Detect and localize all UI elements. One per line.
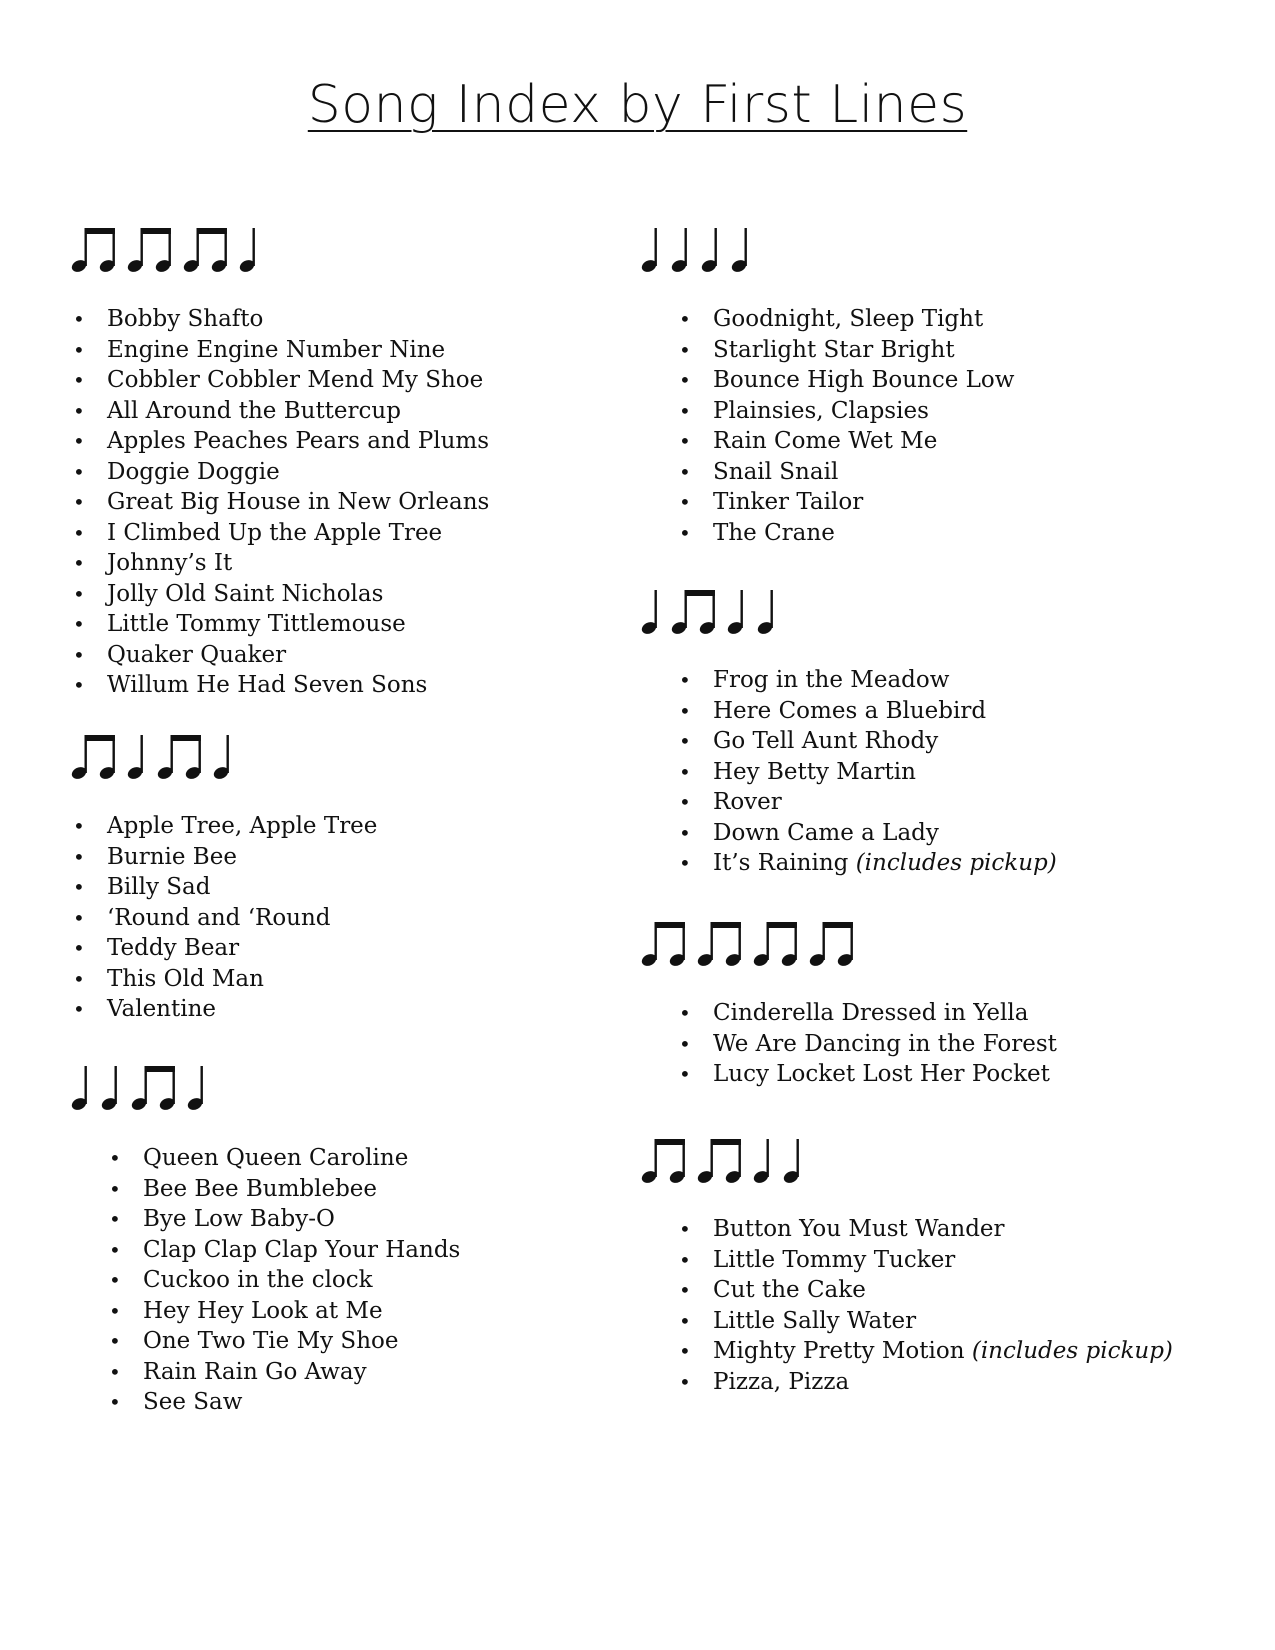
bullet-icon: • — [109, 1298, 121, 1323]
song-item — [73, 335, 489, 366]
song-item — [679, 787, 1057, 818]
song-item — [73, 426, 490, 457]
rhythm-pattern — [640, 920, 1057, 980]
song-title: Bye Low Baby-O — [143, 1206, 335, 1232]
bullet-icon: • — [73, 844, 85, 869]
song-item — [679, 1306, 1173, 1337]
bullet-icon: • — [73, 459, 85, 484]
song-title: Bounce High Bounce Low — [713, 367, 1015, 393]
song-title: Cuckoo in the clock — [143, 1267, 373, 1293]
song-title: Great Big House in New Orleans — [107, 489, 490, 515]
song-item — [73, 964, 377, 995]
bullet-icon: • — [109, 1268, 121, 1292]
song-title: Little Sally Water — [713, 1307, 917, 1334]
bullet-icon: • — [73, 398, 85, 423]
bullet-icon: • — [73, 814, 85, 838]
beamed-eighth-notes-icon — [752, 922, 798, 968]
song-item — [679, 1059, 1057, 1090]
bullet-icon: • — [73, 307, 85, 331]
song-title: Here Comes a Bluebird — [713, 697, 987, 724]
song-title: Hey Betty Martin — [713, 758, 916, 785]
quarter-note-icon — [126, 735, 144, 781]
quarter-note-icon — [726, 590, 744, 636]
song-title: Bee Bee Bumblebee — [143, 1175, 378, 1202]
bullet-icon: • — [679, 1369, 691, 1394]
bullet-icon: • — [679, 307, 691, 331]
song-item — [73, 579, 489, 610]
song-item — [109, 1143, 460, 1174]
bullet-icon: • — [73, 612, 85, 636]
song-title: Frog in the Meadow — [713, 667, 950, 693]
beamed-eighth-notes-icon — [640, 922, 686, 968]
song-title: Plainsies, Clapsies — [713, 397, 929, 424]
bullet-icon: • — [679, 398, 691, 423]
quarter-note-icon — [756, 590, 774, 636]
bullet-icon: • — [679, 851, 691, 875]
beamed-eighth-notes-icon — [70, 735, 116, 781]
song-item — [679, 1245, 1173, 1276]
beamed-eighth-notes-icon — [670, 590, 716, 636]
song-item — [73, 365, 489, 396]
song-item — [73, 872, 377, 903]
song-title: Cut the Cake — [713, 1277, 866, 1303]
song-item — [679, 848, 1057, 879]
song-item — [73, 994, 377, 1025]
rhythm-group-3 — [70, 1064, 460, 1418]
song-item — [73, 304, 489, 335]
rhythm-group-4 — [640, 226, 1014, 548]
song-title: Go Tell Aunt Rhody — [713, 728, 939, 754]
song-item — [109, 1204, 460, 1235]
song-title: Jolly Old Saint Nicholas — [107, 580, 384, 607]
bullet-icon: • — [679, 520, 691, 545]
song-item — [679, 335, 1014, 366]
song-title: Quaker Quaker — [107, 641, 287, 668]
bullet-icon: • — [73, 905, 85, 930]
rhythm-pattern — [70, 1064, 460, 1124]
song-item — [679, 1029, 1057, 1060]
song-item — [679, 1336, 1173, 1367]
bullet-icon: • — [73, 520, 85, 545]
bullet-icon: • — [73, 936, 85, 960]
song-item — [73, 548, 489, 579]
song-list — [109, 1143, 461, 1418]
quarter-note-icon — [100, 1066, 118, 1112]
beamed-eighth-notes-icon — [696, 1139, 742, 1185]
song-title: Rain Come Wet Me — [713, 428, 938, 454]
song-item — [73, 487, 490, 518]
bullet-icon: • — [109, 1207, 121, 1231]
quarter-note-icon — [640, 228, 658, 274]
song-title: Johnny’s It — [107, 550, 233, 576]
bullet-icon: • — [73, 997, 85, 1021]
song-item — [109, 1174, 460, 1205]
rhythm-group-1 — [70, 226, 489, 701]
beamed-eighth-notes-icon — [126, 228, 172, 274]
beamed-eighth-notes-icon — [156, 735, 202, 781]
quarter-note-icon — [782, 1139, 800, 1185]
bullet-icon: • — [73, 581, 85, 606]
song-title: Teddy Bear — [107, 935, 240, 961]
song-title: Goodnight, Sleep Tight — [713, 306, 984, 332]
song-item — [679, 304, 1014, 335]
rhythm-pattern — [640, 1137, 1173, 1197]
bullet-icon: • — [679, 1247, 691, 1272]
bullet-icon: • — [73, 490, 85, 514]
song-title: We Are Dancing in the Forest — [713, 1030, 1057, 1057]
song-item — [109, 1235, 461, 1266]
song-title: Mighty Pretty Motion — [713, 1338, 965, 1364]
song-item — [679, 518, 1014, 549]
song-item — [109, 1265, 460, 1296]
bullet-icon: • — [679, 759, 691, 784]
rhythm-group-7 — [640, 1137, 1173, 1397]
song-title: This Old Man — [107, 965, 264, 992]
bullet-icon: • — [679, 698, 691, 723]
bullet-icon: • — [679, 1001, 691, 1025]
song-title: Valentine — [107, 996, 217, 1022]
song-item — [73, 933, 377, 964]
song-item — [679, 396, 1014, 427]
song-item — [109, 1326, 460, 1357]
bullet-icon: • — [679, 337, 691, 362]
bullet-icon: • — [679, 1217, 691, 1241]
song-list — [679, 304, 1015, 548]
quarter-note-icon — [730, 228, 748, 274]
beamed-eighth-notes-icon — [696, 922, 742, 968]
song-item — [109, 1387, 460, 1418]
song-title: Clap Clap Clap Your Hands — [143, 1236, 461, 1263]
bullet-icon: • — [679, 1339, 691, 1363]
bullet-icon: • — [679, 429, 691, 453]
bullet-icon: • — [679, 490, 691, 514]
quarter-note-icon — [752, 1139, 770, 1185]
page-title-text: Song Index by First Lines — [307, 75, 968, 135]
bullet-icon: • — [109, 1146, 121, 1170]
page-title — [0, 74, 1275, 136]
song-title: ‘Round and ‘Round — [107, 904, 331, 931]
song-item — [679, 696, 1057, 727]
beamed-eighth-notes-icon — [70, 228, 116, 274]
song-title: It’s Raining — [713, 850, 849, 876]
song-item — [679, 487, 1014, 518]
bullet-icon: • — [73, 551, 85, 575]
song-title: Cinderella Dressed in Yella — [713, 1000, 1029, 1026]
bullet-icon: • — [679, 1031, 691, 1056]
quarter-note-icon — [640, 590, 658, 636]
song-item — [73, 518, 489, 549]
bullet-icon: • — [679, 459, 691, 484]
bullet-icon: • — [73, 966, 85, 991]
song-list — [73, 811, 378, 1025]
song-item — [679, 665, 1057, 696]
song-title: Lucy Locket Lost Her Pocket — [713, 1061, 1050, 1087]
song-title: See Saw — [143, 1389, 243, 1415]
song-title: All Around the Buttercup — [107, 397, 401, 424]
bullet-icon: • — [109, 1359, 121, 1384]
bullet-icon: • — [679, 820, 691, 845]
song-title: Rain Rain Go Away — [143, 1358, 367, 1385]
song-item — [679, 457, 1014, 488]
song-item — [73, 811, 378, 842]
song-title: I Climbed Up the Apple Tree — [107, 519, 443, 546]
song-item — [679, 1275, 1173, 1306]
song-title: Pizza, Pizza — [713, 1368, 850, 1395]
bullet-icon: • — [73, 642, 85, 667]
quarter-note-icon — [670, 228, 688, 274]
song-note: (includes pickup) — [855, 850, 1057, 876]
bullet-icon: • — [73, 368, 85, 392]
song-title: Cobbler Cobbler Mend My Shoe — [107, 367, 484, 393]
rhythm-group-5 — [640, 588, 1057, 879]
song-title: Doggie Doggie — [107, 458, 280, 485]
bullet-icon: • — [679, 1308, 691, 1333]
song-list — [679, 1214, 1173, 1397]
bullet-icon: • — [679, 668, 691, 692]
song-title: Little Tommy Tucker — [713, 1246, 956, 1273]
song-title: Rover — [713, 789, 782, 815]
song-item — [73, 670, 489, 701]
song-title: Engine Engine Number Nine — [107, 336, 446, 363]
song-item — [679, 818, 1057, 849]
bullet-icon: • — [109, 1237, 121, 1262]
bullet-icon: • — [679, 729, 691, 753]
bullet-icon: • — [679, 1278, 691, 1302]
song-title: Apple Tree, Apple Tree — [107, 813, 378, 839]
song-title: Apples Peaches Pears and Plums — [107, 428, 490, 454]
bullet-icon: • — [73, 429, 85, 453]
beamed-eighth-notes-icon — [130, 1066, 176, 1112]
beamed-eighth-notes-icon — [640, 1139, 686, 1185]
quarter-note-icon — [70, 1066, 88, 1112]
song-title: Tinker Tailor — [713, 489, 864, 515]
song-item — [73, 903, 377, 934]
song-item — [679, 998, 1057, 1029]
bullet-icon: • — [109, 1329, 121, 1353]
song-item — [679, 757, 1057, 788]
bullet-icon: • — [73, 875, 85, 899]
rhythm-pattern — [640, 588, 1057, 648]
song-item — [73, 640, 489, 671]
song-item — [679, 365, 1015, 396]
song-note: (includes pickup) — [971, 1338, 1173, 1364]
song-title: Queen Queen Caroline — [143, 1145, 409, 1171]
song-item — [679, 726, 1057, 757]
quarter-note-icon — [700, 228, 718, 274]
quarter-note-icon — [238, 228, 256, 274]
song-item — [73, 609, 489, 640]
song-list — [679, 998, 1057, 1090]
bullet-icon: • — [679, 790, 691, 814]
song-title: Down Came a Lady — [713, 819, 939, 846]
rhythm-pattern — [640, 226, 1014, 286]
rhythm-group-2 — [70, 733, 377, 1025]
bullet-icon: • — [73, 673, 85, 697]
song-title: Bobby Shafto — [107, 306, 264, 332]
song-title: Little Tommy Tittlemouse — [107, 611, 406, 637]
song-item — [73, 396, 489, 427]
bullet-icon: • — [679, 1062, 691, 1086]
song-title: Snail Snail — [713, 458, 839, 485]
song-title: The Crane — [713, 519, 835, 546]
rhythm-group-6 — [640, 920, 1057, 1090]
song-item — [679, 426, 1014, 457]
song-title: Billy Sad — [107, 874, 211, 900]
song-title: One Two Tie My Shoe — [143, 1328, 399, 1354]
song-title: Starlight Star Bright — [713, 336, 955, 363]
song-title: Willum He Had Seven Sons — [107, 672, 428, 698]
quarter-note-icon — [186, 1066, 204, 1112]
beamed-eighth-notes-icon — [808, 922, 854, 968]
song-item — [73, 457, 489, 488]
song-item — [109, 1357, 460, 1388]
song-list — [679, 665, 1057, 879]
bullet-icon: • — [73, 337, 85, 362]
song-title: Button You Must Wander — [713, 1216, 1005, 1242]
quarter-note-icon — [212, 735, 230, 781]
song-item — [73, 842, 377, 873]
rhythm-pattern — [70, 226, 489, 286]
song-list — [73, 304, 490, 701]
song-title: Burnie Bee — [107, 843, 237, 870]
bullet-icon: • — [679, 368, 691, 392]
bullet-icon: • — [109, 1176, 121, 1201]
song-item — [679, 1367, 1173, 1398]
song-item — [109, 1296, 460, 1327]
beamed-eighth-notes-icon — [182, 228, 228, 274]
rhythm-pattern — [70, 733, 377, 793]
song-item — [679, 1214, 1173, 1245]
bullet-icon: • — [109, 1390, 121, 1414]
song-title: Hey Hey Look at Me — [143, 1297, 383, 1324]
